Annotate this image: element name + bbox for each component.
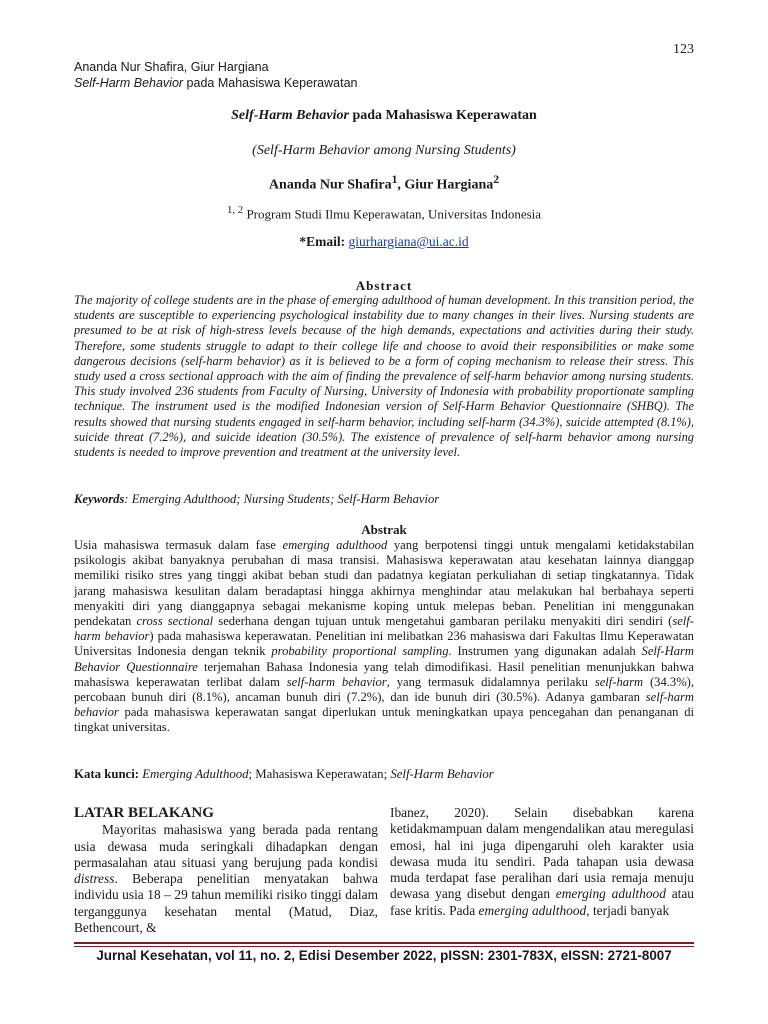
abstrak-italic-term: self-harm — [594, 674, 644, 689]
paragraph — [74, 822, 378, 936]
running-header-title — [74, 76, 358, 90]
affiliation-markers: 1, 2 — [226, 204, 244, 216]
abstrak-italic-term: self-harm behavior — [286, 674, 387, 689]
footer-rule-thick — [74, 942, 694, 944]
body-column-right — [390, 805, 694, 919]
paragraph-italic-term: distress — [74, 871, 115, 887]
body-column-left — [74, 805, 378, 936]
paragraph-text: Ibanez, 2020). Selain disebabkan karena ketidakmampuan dalam mengendalikan atau meregulasi emosi, hal ini juga dipengaruhi oleh karakter usia dewasa muda itu sendiri. Pada tahapan usia dewasa muda terdapat fase peralihan dari usia remaja menuju dewasa yang disebut dengan — [390, 805, 694, 902]
author-list — [74, 173, 694, 194]
paper-title — [74, 108, 694, 124]
author-separator: , — [397, 177, 405, 193]
paragraph-text: . Beberapa penelitian menyatakan bahwa individu usia 18 – 29 tahun memiliki risiko tinggi dalam terganggunya kesehatan mental (Matud, Diaz, Bethencourt, & — [74, 871, 378, 936]
running-header-title-rest: pada Mahasiswa Keperawatan — [183, 76, 358, 90]
abstrak-heading: Abstrak — [361, 522, 407, 537]
author-2-affiliation: 2 — [493, 173, 500, 186]
section-heading: LATAR BELAKANG — [74, 805, 214, 821]
keywords-list: : Emerging Adulthood; Nursing Students; Self-Harm Behavior — [124, 492, 440, 506]
author-2: Giur Hargiana — [404, 177, 494, 193]
kata-kunci-1: Emerging Adulthood — [142, 767, 249, 781]
keywords-english — [74, 492, 694, 507]
abstrak-text: terjemahan Bahasa Indonesia yang telah dimodifikasi. Hasil penelitian menunjukkan bahwa mahasiswa keperawatan terlibat dalam — [74, 659, 694, 689]
paragraph-text: atau fase kritis. Pada — [390, 886, 694, 918]
affiliation — [74, 204, 694, 222]
paragraph-text: , terjadi banyak — [586, 902, 670, 918]
email-line — [74, 234, 694, 250]
paragraph-text: Mayoritas mahasiswa yang berada pada rentang usia dewasa muda seringkali dihadapkan dengan permasalahan atau situasi yang berujung pada kondisi — [74, 822, 378, 870]
keywords-label: Keywords — [74, 492, 125, 506]
abstrak-italic-term: Self-Harm Behavior Questionnaire — [74, 644, 694, 674]
abstrak-italic-term: cross sectional — [136, 614, 214, 629]
email-link[interactable]: giurhargiana@ui.ac.id — [348, 234, 469, 249]
abstrak-text: . Instrumen yang digunakan adalah — [448, 644, 642, 659]
abstrak-text: yang berpotensi tinggi untuk mengalami ketidakstabilan psikologis akibat banyaknya perubahan di masa transisi. Mahasiswa keperawatan atau kesehatan lainnya dianggap memiliki risiko stres yang tinggi akibat beban studi dan padatnya kegiatan perkuliahan di setiap tingkatannya. Tidak jarang mahasiswa kesulitan dalam beradaptasi hingga akhirnya menghindar atau melakukan hal berbahaya seperti menyakiti diri yang dianggapnya sebagai mekanisme koping untuk melepas beban. Penelitian ini menggunakan pendekatan — [74, 538, 694, 629]
running-header-title-italic: Self-Harm Behavior — [74, 76, 184, 90]
affiliation-text: Program Studi Ilmu Keperawatan, Universitas Indonesia — [243, 206, 542, 222]
abstrak-indonesian-body — [74, 538, 694, 736]
kata-kunci-2: Self-Harm Behavior — [390, 767, 494, 781]
page-number: 123 — [673, 42, 694, 57]
abstrak-text: Usia mahasiswa termasuk dalam fase — [74, 538, 283, 552]
abstrak-text: (34.3%), percobaan bunuh diri (8.1%), ancaman bunuh diri (7.2%), dan ide bunuh diri (30.5%). Adanya gambaran — [74, 674, 695, 705]
abstrak-italic-term: self-harm behavior — [74, 690, 694, 720]
kata-kunci-separator: ; Mahasiswa Keperawatan; — [248, 767, 391, 781]
abstract-english-body: The majority of college students are in the phase of emerging adulthood of human development. In this transition period, the students are susceptible to experiencing psychological instability due to many changes in their lives. Nursing students are presumed to be at risk of high-stress levels because of the high demands, expectations and activities during their study. Therefore, some students struggle to adapt to their college life and choose to avoid their responsibilities or make some dangerous decisions (self-harm behavior) as it is believed to be a form of coping mechanism to release their stress. This study used a cross sectional approach with the aim of finding the prevalence of self-harm behavior among nursing students. This study involved 236 students from Faculty of Nursing, University of Indonesia with probability proportionate sampling technique. The instrument used is the modified Indonesian version of Self-Harm Behavior Questionnaire (SHBQ). The results showed that nursing students engaged in self-harm behavior, including self-harm (34.3%), suicide attempted (8.1%), suicide threat (7.2%), and suicide ideation (30.5%). The existence of prevalence of self-harm behavior among nursing students is needed to improve prevention and treatment at the university level. — [74, 293, 694, 460]
paragraph-italic-term: emerging adulthood — [555, 886, 666, 902]
abstract-heading: Abstract — [355, 278, 413, 293]
paragraph-italic-term: emerging adulthood — [478, 902, 587, 918]
running-header-authors: Ananda Nur Shafira, Giur Hargiana — [74, 60, 269, 74]
author-1: Ananda Nur Shafira — [268, 177, 392, 193]
abstrak-italic-term: self-harm behavior — [74, 614, 694, 644]
paper-title-rest: pada Mahasiswa Keperawatan — [348, 108, 537, 123]
author-1-affiliation: 1 — [391, 173, 398, 186]
kata-kunci-label: Kata kunci: — [74, 767, 143, 781]
email-label: *Email: — [299, 234, 349, 249]
footer-rule-thin — [74, 946, 694, 947]
abstrak-text: pada mahasiswa keperawatan sangat diperlukan untuk meningkatkan upaya pencegahan dan penanganan di tingkat universitas. — [74, 705, 694, 735]
english-title: (Self-Harm Behavior among Nursing Students) — [252, 143, 516, 158]
abstrak-text: , yang termasuk didalamnya perilaku — [386, 674, 595, 689]
paragraph — [390, 805, 694, 919]
abstrak-italic-term: probability proportional sampling — [271, 644, 449, 659]
journal-footer: Jurnal Kesehatan, vol 11, no. 2, Edisi Desember 2022, pISSN: 2301-783X, eISSN: 2721-8007 — [96, 948, 672, 963]
abstrak-text: ) pada mahasiswa keperawatan. Penelitian ini melibatkan 236 mahasiswa dari Fakultas Ilmu Keperawatan Universitas Indonesia dengan teknik — [74, 629, 694, 659]
paper-title-italic: Self-Harm Behavior — [231, 108, 349, 123]
keywords-indonesian — [74, 767, 694, 782]
abstrak-text: sederhana dengan tujuan untuk mengetahui gambaran perilaku menyakiti diri sendiri ( — [213, 614, 673, 629]
abstrak-italic-term: emerging adulthood — [282, 538, 388, 552]
